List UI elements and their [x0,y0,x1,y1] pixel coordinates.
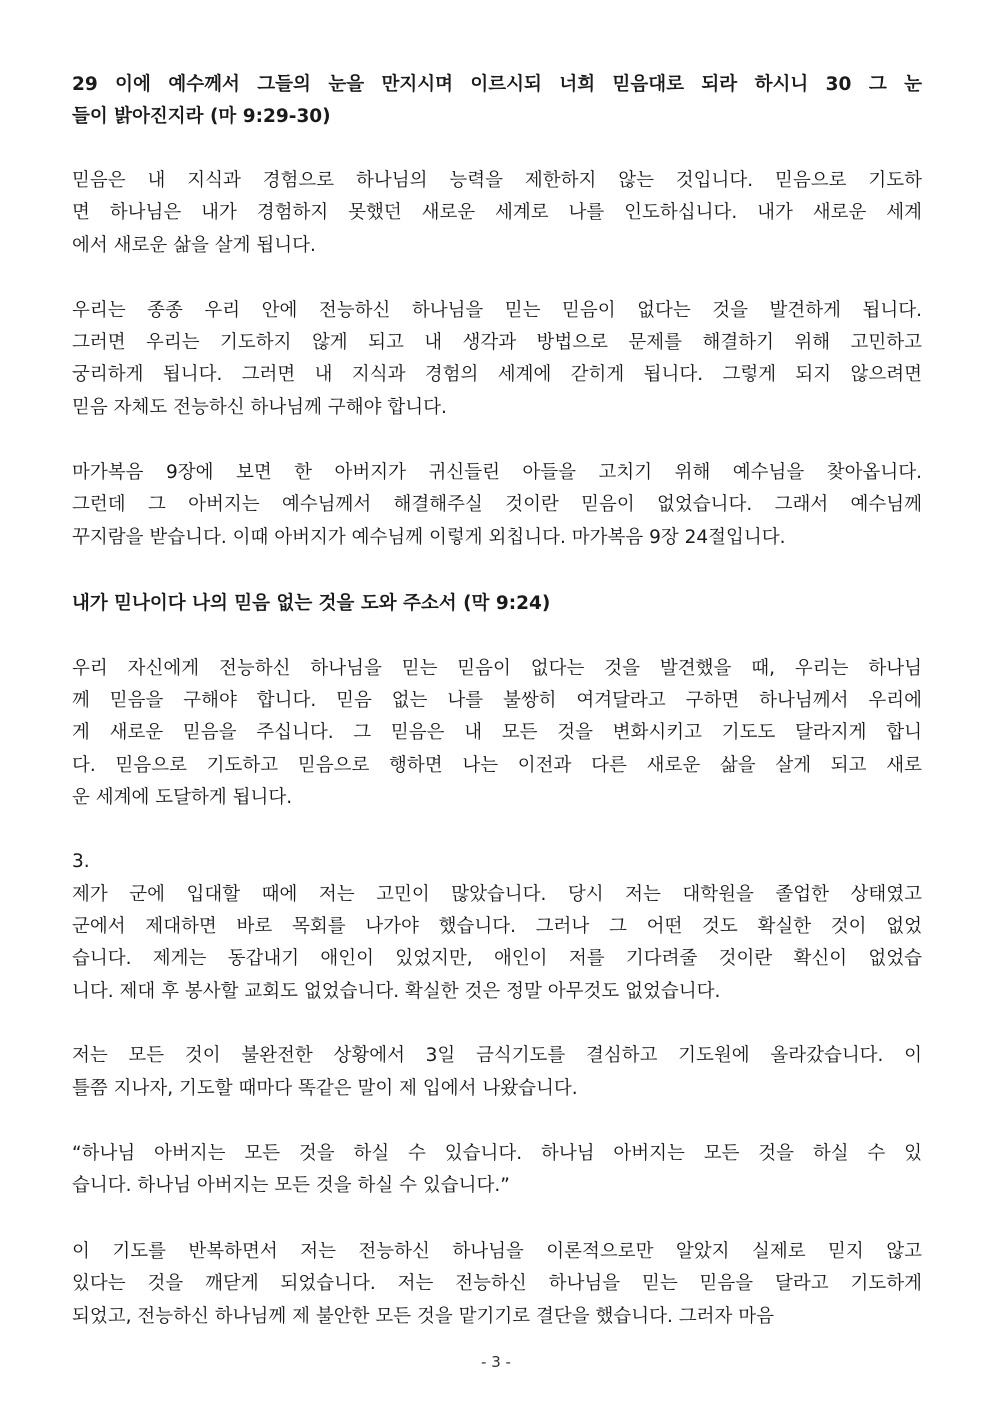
text-line: 면 하나님은 내가 경험하지 못했던 새로운 세계로 나를 인도하십니다. 내가 새로운 세계 [72,202,922,223]
text-line: 습니다. 하나님 아버지는 모든 것을 하실 수 있습니다.” [72,1175,510,1196]
text-line: 습니다. 제게는 동갑내기 애인이 있었지만, 애인이 저를 기다려줄 것이란 확신이 없었습 [72,948,922,969]
text-line: 제가 군에 입대할 때에 저는 고민이 많았습니다. 당시 저는 대학원을 졸업한 상태였고 [72,884,922,905]
text-line: “하나님 아버지는 모든 것을 하실 수 있습니다. 하나님 아버지는 모든 것을 하실 수 있 [72,1143,922,1164]
text-line: 군에서 제대하면 바로 목회를 나가야 했습니다. 그러나 그 어떤 것도 확실한 것이 없었 [72,916,922,937]
text-line: 그러면 우리는 기도하지 않게 되고 내 생각과 방법으로 문제를 해결하기 위해 고민하고 [72,332,922,353]
text-line: 되었고, 전능하신 하나님께 제 불안한 모든 것을 맡기기로 결단을 했습니다. 그러자 마음 [72,1306,774,1327]
text-line: 저는 모든 것이 불완전한 상황에서 3일 금식기도를 결심하고 기도원에 올라갔습니다. 이 [72,1045,922,1066]
text-line: 께 믿음을 구해야 합니다. 믿음 없는 나를 불쌍히 여겨달라고 구하면 하나님께서 우리에 [72,690,922,711]
text-line: 니다. 제대 후 봉사할 교회도 없었습니다. 확실한 것은 정말 아무것도 없었습니다. [72,981,721,1002]
text-line: 3. [72,851,90,872]
text-line: 이 기도를 반복하면서 저는 전능하신 하나님을 이론적으로만 알았지 실제로 믿지 않고 [72,1241,922,1262]
text-line: 29 이에 예수께서 그들의 눈을 만지시며 이르시되 너희 믿음대로 되라 하시니 30 그 눈 [72,74,922,95]
page-number: - 3 - [481,1353,511,1371]
text-line: 내가 믿나이다 나의 믿음 없는 것을 도와 주소서 (막 9:24) [72,593,551,614]
text-line: 운 세계에 도달하게 됩니다. [72,787,293,808]
text-line: 에서 새로운 삶을 살게 됩니다. [72,235,316,256]
text-line: 믿음은 내 지식과 경험으로 하나님의 능력을 제한하지 않는 것입니다. 믿음으로 기도하 [72,170,922,191]
text-line: 있다는 것을 깨닫게 되었습니다. 저는 전능하신 하나님을 믿는 믿음을 달라고 기도하게 [72,1273,922,1294]
text-line: 꾸지람을 받습니다. 이때 아버지가 예수님께 이렇게 외칩니다. 마가복음 9장 24절입니다. [72,527,786,548]
text-line: 믿음 자체도 전능하신 하나님께 구해야 합니다. [72,397,447,418]
text-line: 그런데 그 아버지는 예수님께서 해결해주실 것이란 믿음이 없었습니다. 그래서 예수님께 [72,494,922,515]
text-line: 마가복음 9장에 보면 한 아버지가 귀신들린 아들을 고치기 위해 예수님을 찾아옵니다. [72,462,922,483]
text-line: 궁리하게 됩니다. 그러면 내 지식과 경험의 세계에 갇히게 됩니다. 그렇게 되지 않으려면 [72,364,922,385]
text-line: 다. 믿음으로 기도하고 믿음으로 행하면 나는 이전과 다른 새로운 삶을 살게 되고 새로 [72,755,922,776]
text-line: 게 새로운 믿음을 주십니다. 그 믿음은 내 모든 것을 변화시키고 기도도 달라지게 합니 [72,722,922,743]
document-page [72,0,922,1403]
text-line: 들이 밝아진지라 (마 9:29-30) [72,106,331,127]
text-line: 우리 자신에게 전능하신 하나님을 믿는 믿음이 없다는 것을 발견했을 때, 우리는 하나님 [72,658,922,679]
text-line: 틀쯤 지나자, 기도할 때마다 똑같은 말이 제 입에서 나왔습니다. [72,1078,578,1099]
text-line: 우리는 종종 우리 안에 전능하신 하나님을 믿는 믿음이 없다는 것을 발견하게 됩니다. [72,300,922,321]
